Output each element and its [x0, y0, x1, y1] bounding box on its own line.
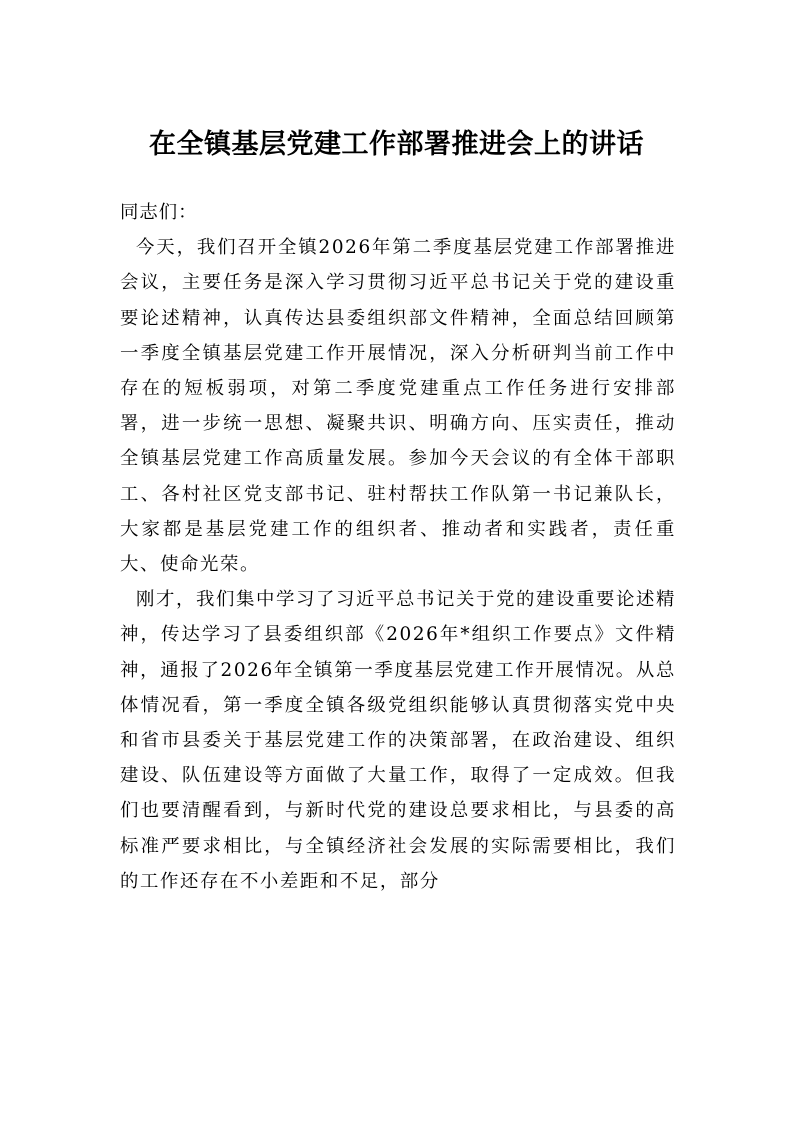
document-title: 在全镇基层党建工作部署推进会上的讲话: [149, 129, 644, 160]
salutation: 同志们：: [120, 202, 198, 223]
paragraph-2: 刚才，我们集中学习了习近平总书记关于党的建设重要论述精神，传达学习了县委组织部《2026年*组织工作要点》文件精神，通报了2026年全镇第一季度基层党建工作开展情况。从总体情况看，第一季度全镇各级党组织能够认真贯彻落实党中央和省市县委关于基层党建工作的决策部署，在政治建设、组织建设、队伍建设等方面做了大量工作，取得了一定成效。但我们也要清醒看到，与新时代党的建设总要求相比，与县委的高标准严要求相比，与全镇经济社会发展的实际需要相比，我们的工作还存在不小差距和不足，部分: [120, 589, 676, 892]
document-body: [120, 195, 676, 899]
paragraph-1: 今天，我们召开全镇2026年第二季度基层党建工作部署推进会议，主要任务是深入学习贯彻习近平总书记关于党的建设重要论述精神，认真传达县委组织部文件精神，全面总结回顾第一季度全镇基层党建工作开展情况，深入分析研判当前工作中存在的短板弱项，对第二季度党建重点工作任务进行安排部署，进一步统一思想、凝聚共识、明确方向、压实责任，推动全镇基层党建工作高质量发展。参加今天会议的有全体干部职工、各村社区党支部书记、驻村帮扶工作队第一书记兼队长，大家都是基层党建工作的组织者、推动者和实践者，责任重大、使命光荣。: [120, 237, 676, 576]
